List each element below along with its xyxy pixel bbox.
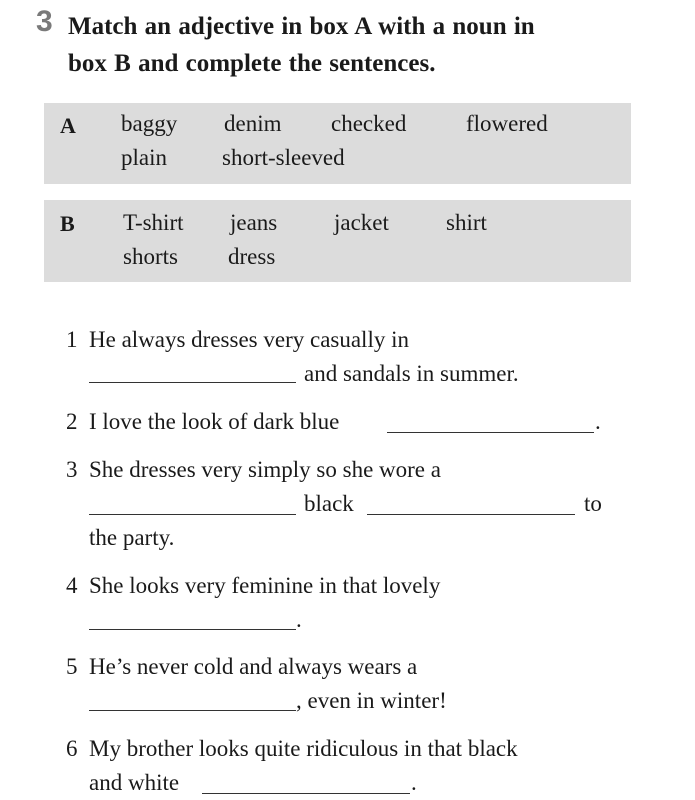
answer-blank[interactable]: [89, 382, 296, 383]
question-number: 5: [66, 654, 78, 679]
box-a-label: A: [60, 113, 76, 138]
question-text: My brother looks quite ridiculous in that black: [89, 736, 518, 761]
box-b: [44, 200, 631, 282]
word-shorts: shorts: [123, 244, 178, 269]
exercise-instruction: [68, 8, 628, 82]
question-number: 4: [66, 573, 78, 598]
answer-blank[interactable]: [367, 514, 575, 515]
question-text: He’s never cold and always wears a: [89, 654, 418, 679]
question-text: She dresses very simply so she wore a: [89, 457, 441, 482]
box-b-label: B: [60, 211, 75, 236]
question-number: 2: [66, 409, 78, 434]
exercise-number: 3: [36, 5, 53, 38]
question-text: I love the look of dark blue: [89, 409, 340, 434]
answer-blank[interactable]: [387, 432, 594, 433]
answer-blank[interactable]: [202, 793, 410, 794]
word-plain: plain: [121, 145, 167, 170]
answer-blank[interactable]: [89, 629, 296, 630]
question-text: .: [296, 607, 302, 632]
word-checked: checked: [331, 111, 407, 136]
answer-blank[interactable]: [89, 710, 296, 711]
word-dress: dress: [228, 244, 276, 269]
word-jacket: jacket: [334, 210, 389, 235]
box-a: [44, 103, 631, 184]
question-text: the party.: [89, 525, 175, 550]
question-text: to: [584, 491, 602, 516]
question-text: She looks very feminine in that lovely: [89, 573, 441, 598]
word-short-sleeved: short-sleeved: [222, 145, 345, 170]
question-text: , even in winter!: [296, 688, 447, 713]
question-number: 6: [66, 736, 78, 761]
word-shirt: shirt: [446, 210, 487, 235]
question-text: .: [595, 409, 601, 434]
word-jeans: jeans: [230, 210, 278, 235]
question-text: He always dresses very casually in: [89, 327, 409, 352]
word-baggy: baggy: [121, 111, 178, 136]
question-text: .: [411, 770, 417, 795]
instruction-line-1: Match an adjective in box A with a noun in: [68, 13, 535, 40]
word-t-shirt: T-shirt: [123, 210, 184, 235]
instruction-line-2: box B and complete the sentences.: [68, 50, 436, 77]
word-denim: denim: [224, 111, 282, 136]
question-number: 1: [66, 327, 78, 352]
question-text: and sandals in summer.: [304, 361, 519, 386]
question-text: and white: [89, 770, 180, 795]
word-flowered: flowered: [466, 111, 548, 136]
question-number: 3: [66, 457, 78, 482]
answer-blank[interactable]: [89, 514, 296, 515]
question-text: black: [304, 491, 354, 516]
